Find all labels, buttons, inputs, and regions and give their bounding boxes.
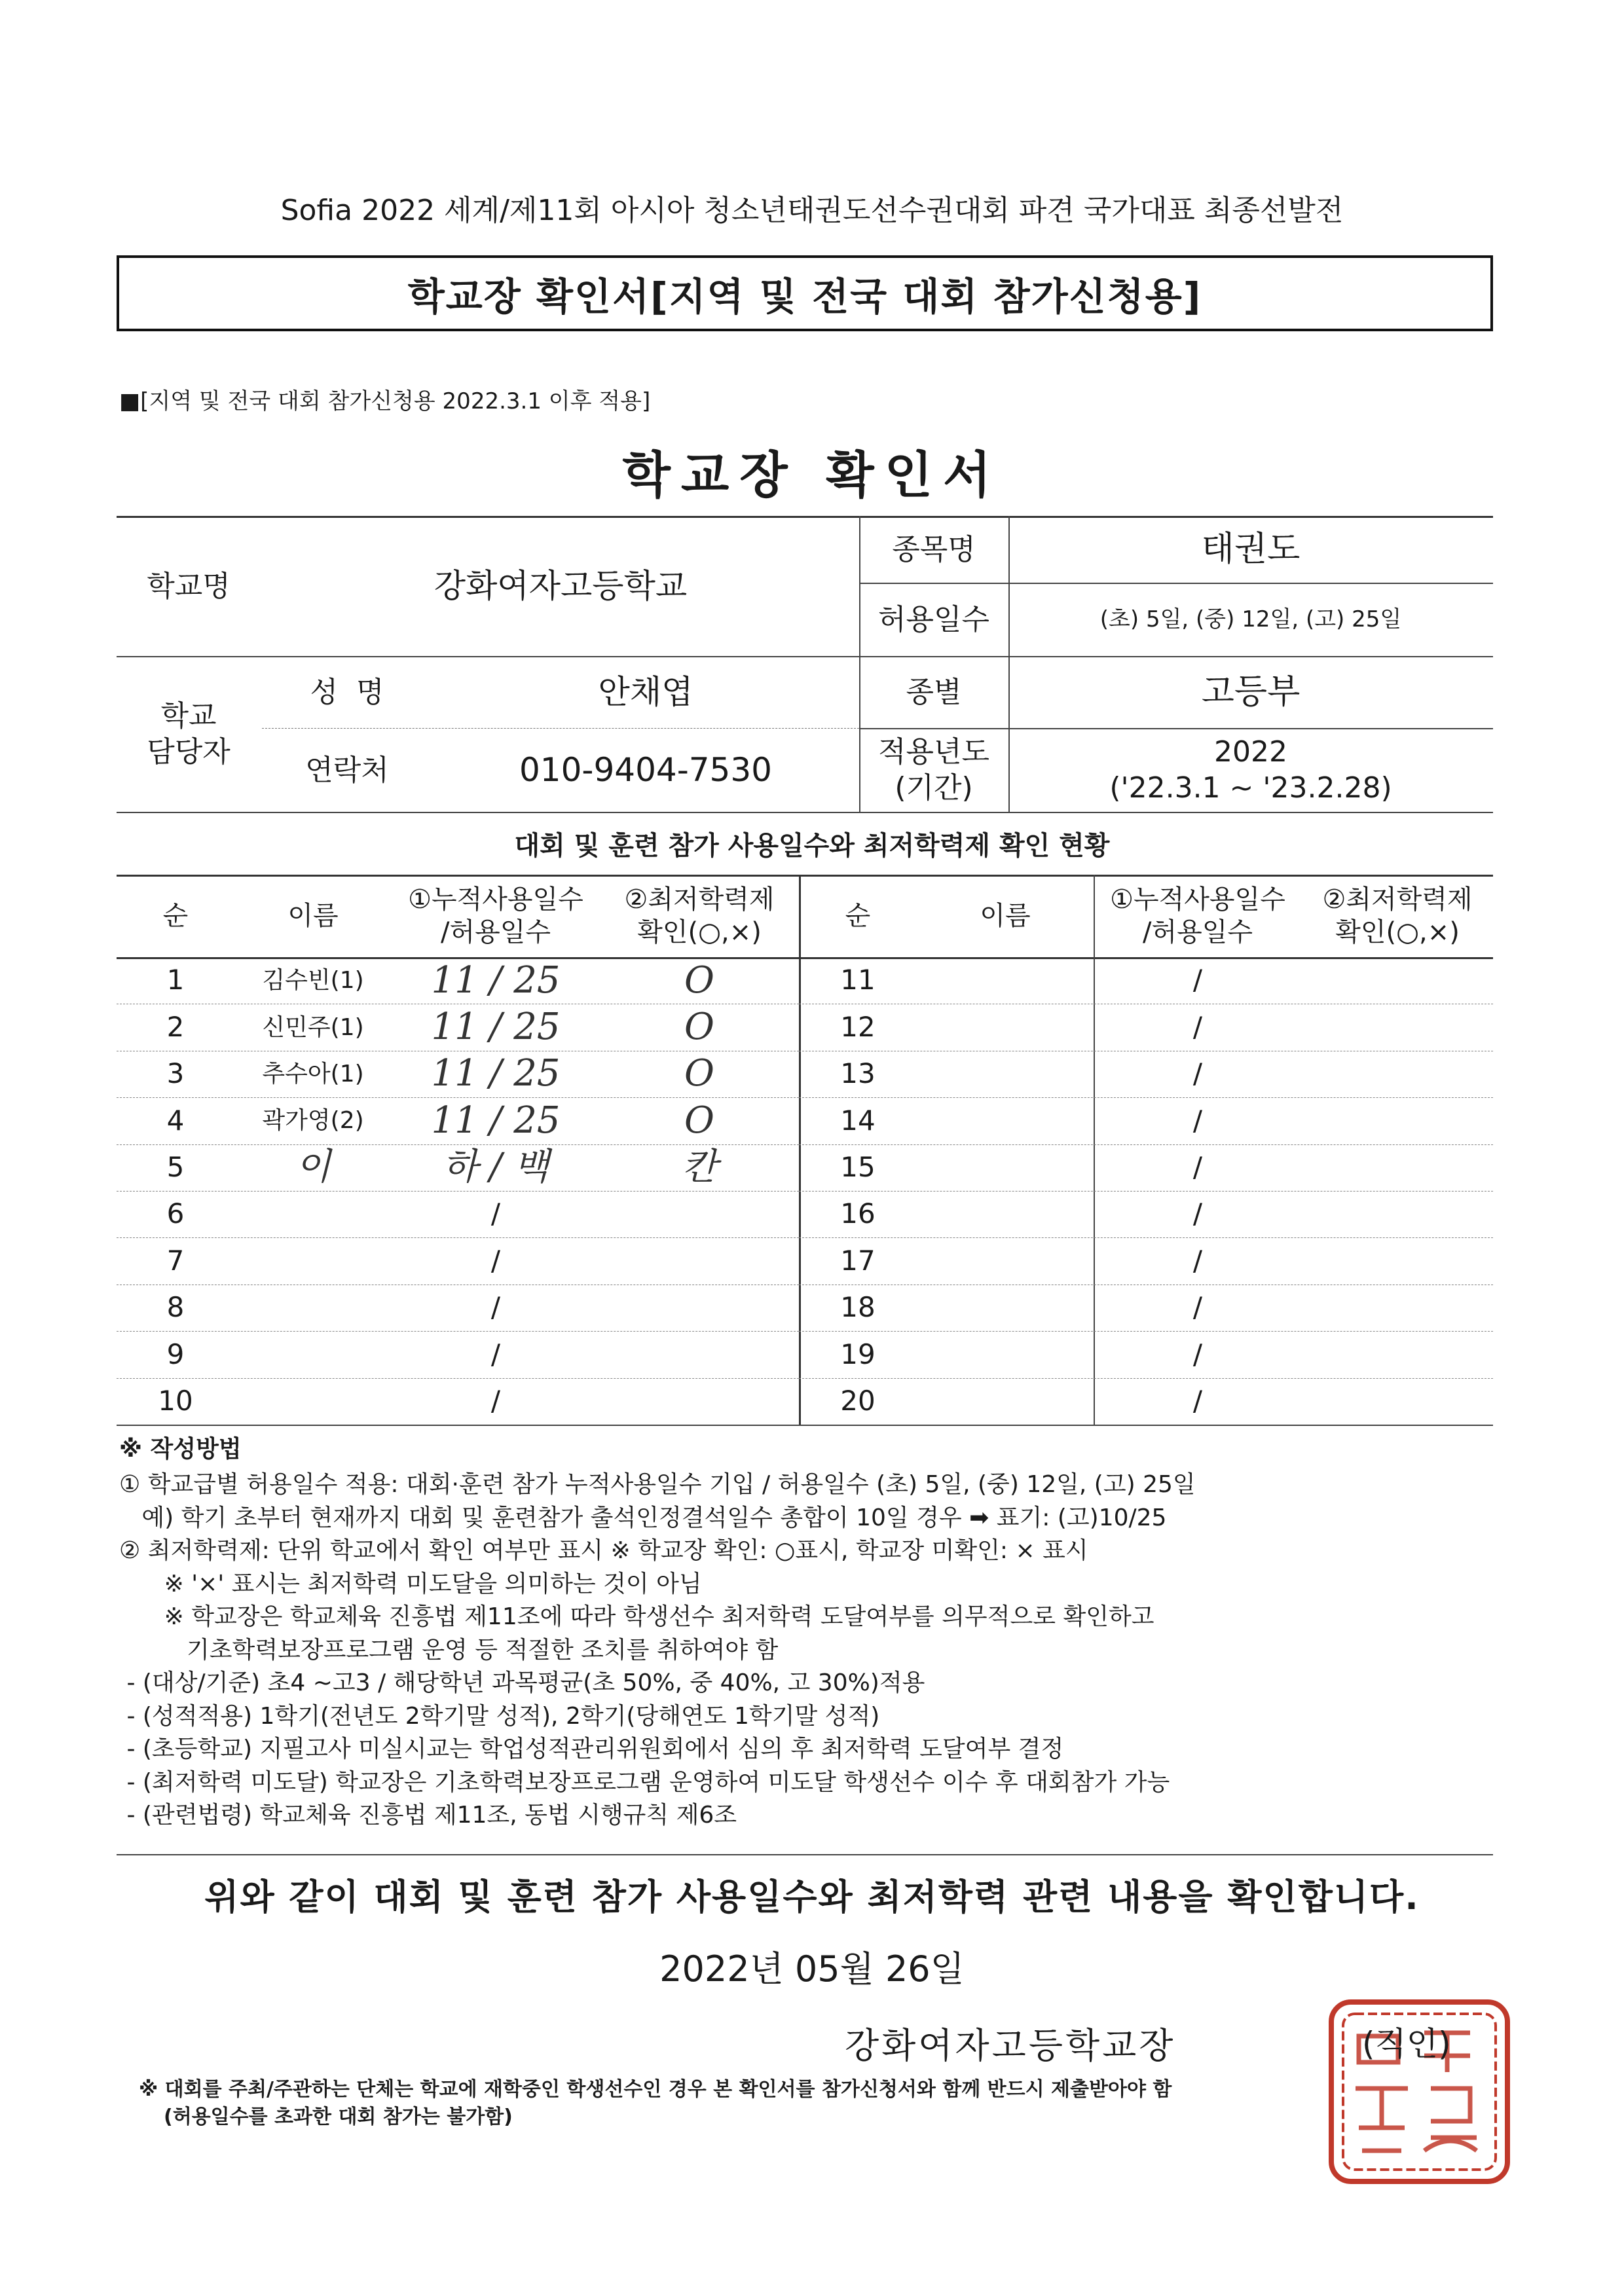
row-divider (799, 1191, 1493, 1192)
guide-line: ① 학교급별 허용일수 적용: 대회·훈련 참가 누적사용일수 기입 / 허용일수 (초) 5일, (중) 12일, (고) 25일 (119, 1471, 1196, 1498)
col-header-days-right: ①누적사용일수 /허용일수 (1110, 884, 1285, 947)
row-min-grade (1302, 1378, 1493, 1425)
row-days: / (1192, 1338, 1203, 1370)
row-number: 16 (840, 1197, 876, 1230)
guide-line: - (성적적용) 1학기(전년도 2학기말 성적), 2학기(당해연도 1학기말 성적) (119, 1702, 880, 1730)
row-min-grade (600, 1237, 799, 1284)
row-min-grade: O (684, 1099, 714, 1142)
main-title: 학교장 확인서 (622, 446, 1002, 504)
row-days: 11 / 25 (431, 1052, 561, 1095)
row-number: 11 (840, 964, 876, 996)
row-name: 신민주(1) (262, 1013, 364, 1041)
contact-label: 연락처 (305, 753, 389, 787)
event-title: Sofia 2022 세계/제11회 아시아 청소년태권도선수권대회 파견 국가대표 최종선발전 (280, 194, 1344, 227)
row-name (917, 1237, 1094, 1284)
row-divider (117, 1331, 799, 1332)
row-days: / (490, 1291, 501, 1324)
row-number: 2 (166, 1010, 185, 1043)
row-name: 김수빈(1) (262, 967, 364, 994)
row-days: / (490, 1338, 501, 1370)
col-header-name: 이름 (287, 901, 339, 931)
row-days: / (1192, 1244, 1203, 1277)
row-days: 하 / 백 (442, 1146, 549, 1189)
row-divider (117, 1144, 799, 1145)
row-divider (799, 1097, 1493, 1098)
row-name (917, 1285, 1094, 1331)
row-number: 17 (840, 1244, 876, 1277)
row-name (234, 1237, 392, 1284)
row-min-grade (1302, 1004, 1493, 1050)
row-days: 11 / 25 (431, 1006, 561, 1049)
guide-line: 예) 학기 초부터 현재까지 대회 및 훈련참가 출석인정결석일수 총합이 10일 경우 ➡ 표기: (고)10/25 (119, 1504, 1167, 1531)
school-label: 학교명 (147, 569, 231, 603)
row-days: 11 / 25 (431, 1099, 561, 1142)
row-days: 11 / 25 (431, 958, 561, 1002)
contact-value: 010-9404-7530 (519, 750, 772, 789)
year-value: 2022 ('22.3.1 ~ '23.2.28) (1109, 735, 1392, 805)
col-header-min: ②최저학력제 확인(○,×) (624, 884, 775, 947)
row-min-grade: O (684, 958, 714, 1002)
guide-line: - (최저학력 미도달) 학교장은 기초학력보장프로그램 운영하여 미도달 학생선수 이수 후 대회참가 가능 (119, 1768, 1170, 1796)
row-number: 8 (166, 1291, 185, 1324)
year-label: 적용년도 (기간) (877, 735, 989, 805)
col-header-no: 순 (162, 901, 189, 931)
row-days: / (1192, 964, 1203, 996)
row-days: / (1192, 1010, 1203, 1043)
division-label: 종별 (906, 675, 962, 709)
guide-line: ※ '×' 표시는 최저학력 미도달을 의미하는 것이 아님 (119, 1570, 702, 1597)
row-name (917, 1051, 1094, 1097)
guide-line: 기초학력보장프로그램 운영 등 적절한 조치를 취하여야 함 (119, 1636, 779, 1664)
sport-label: 종목명 (892, 532, 976, 566)
row-number: 13 (840, 1057, 876, 1090)
row-name (917, 957, 1094, 1004)
row-min-grade (1302, 1097, 1493, 1144)
row-min-grade (1302, 957, 1493, 1004)
row-min-grade (1302, 1331, 1493, 1377)
row-number: 1 (166, 964, 185, 996)
division-value: 고등부 (1201, 672, 1301, 712)
row-min-grade (600, 1191, 799, 1237)
row-number: 6 (166, 1197, 185, 1230)
guide-line: ※ 학교장은 학교체육 진흥법 제11조에 따라 학생선수 최저학력 도달여부를 의무적으로 확인하고 (119, 1603, 1154, 1630)
row-number: 12 (840, 1010, 876, 1043)
row-days: / (1192, 1291, 1203, 1324)
row-name: 이 (295, 1146, 331, 1189)
confirmation-statement: 위와 같이 대회 및 훈련 참가 사용일수와 최저학력 관련 내용을 확인합니다. (204, 1876, 1420, 1918)
status-title: 대회 및 훈련 참가 사용일수와 최저학력제 확인 현황 (514, 831, 1110, 861)
row-min-grade: 칸 (681, 1146, 718, 1189)
row-number: 3 (166, 1057, 185, 1090)
row-min-grade: O (684, 1052, 714, 1095)
row-days: / (1192, 1385, 1203, 1417)
row-name (234, 1378, 392, 1425)
row-name (917, 1191, 1094, 1237)
row-divider (799, 1144, 1493, 1145)
row-name (917, 1378, 1094, 1425)
guide-heading: ※ 작성방법 (119, 1436, 242, 1463)
guide-line: ② 최저학력제: 단위 학교에서 확인 여부만 표시 ※ 학교장 확인: ○표시, 학교장 미확인: × 표시 (119, 1537, 1088, 1564)
row-divider (799, 1331, 1493, 1332)
row-days: / (1192, 1197, 1203, 1230)
row-min-grade (1302, 1285, 1493, 1331)
row-min-grade (1302, 1051, 1493, 1097)
row-name: 곽가영(2) (262, 1107, 364, 1135)
row-min-grade (600, 1331, 799, 1377)
confirmation-date: 2022년 05월 26일 (659, 1948, 965, 1990)
row-number: 20 (840, 1385, 876, 1417)
row-divider (117, 1191, 799, 1192)
guide-line: - (초등학교) 지필고사 미실시교는 학업성적관리위원회에서 심의 후 최저학력 도달여부 결정 (119, 1736, 1064, 1762)
form-sub-note: ■[지역 및 전국 대회 참가신청용 2022.3.1 이후 적용] (119, 388, 651, 414)
row-number: 9 (166, 1338, 185, 1370)
allow-value: (초) 5일, (중) 12일, (고) 25일 (1099, 606, 1402, 632)
row-divider (117, 1237, 799, 1238)
row-days: / (490, 1244, 501, 1277)
row-number: 4 (166, 1104, 185, 1137)
row-days: / (1192, 1057, 1203, 1090)
sport-value: 태권도 (1201, 529, 1301, 569)
footer-note: ※ 대회를 주최/주관하는 단체는 학교에 재학중인 학생선수인 경우 본 확인서를 참가신청서와 함께 반드시 제출받아야 함 (139, 2078, 1172, 2101)
row-divider (799, 1237, 1493, 1238)
row-number: 10 (158, 1385, 193, 1417)
row-min-grade (600, 1285, 799, 1331)
row-name (234, 1331, 392, 1377)
row-number: 5 (166, 1151, 185, 1184)
allow-label: 허용일수 (877, 602, 989, 636)
row-name: 추수아(1) (262, 1060, 364, 1087)
name-value: 안채엽 (598, 672, 693, 711)
row-min-grade (600, 1378, 799, 1425)
row-name (234, 1191, 392, 1237)
row-name (917, 1004, 1094, 1050)
col-header-min-right: ②최저학력제 확인(○,×) (1322, 884, 1473, 947)
row-divider (117, 1097, 799, 1098)
col-header-days: ①누적사용일수 /허용일수 (408, 884, 583, 947)
seal-label: (직인) (1362, 2025, 1451, 2063)
footer-note-sub: (허용일수를 초과한 대회 참가는 불가함) (164, 2105, 513, 2128)
row-name (917, 1331, 1094, 1377)
form-title-box: 학교장 확인서[지역 및 전국 대회 참가신청용] (117, 255, 1493, 331)
row-days: / (1192, 1104, 1203, 1137)
row-divider (799, 1378, 1493, 1379)
row-divider (117, 1378, 799, 1379)
row-number: 19 (840, 1338, 876, 1370)
row-days: / (1192, 1151, 1203, 1184)
row-min-grade: O (684, 1006, 714, 1049)
principal-name: 강화여자고등학교장 (845, 2025, 1176, 2066)
row-name (917, 1097, 1094, 1144)
row-name (917, 1144, 1094, 1191)
col-header-no-right: 순 (845, 901, 871, 931)
row-number: 14 (840, 1104, 876, 1137)
name-label: 성 명 (310, 675, 384, 709)
col-header-name-right: 이름 (980, 901, 1031, 931)
row-number: 7 (166, 1244, 185, 1277)
row-min-grade (1302, 1144, 1493, 1191)
row-min-grade (1302, 1237, 1493, 1284)
manager-label: 학교 담당자 (147, 699, 231, 769)
row-number: 15 (840, 1151, 876, 1184)
row-min-grade (1302, 1191, 1493, 1237)
row-days: / (490, 1385, 501, 1417)
guide-line: - (관련법령) 학교체육 진흥법 제11조, 동법 시행규칙 제6조 (119, 1802, 737, 1829)
guide-line: - (대상/기준) 초4 ~고3 / 해당학년 과목평균(초 50%, 중 40%, 고 30%)적용 (119, 1669, 925, 1696)
row-name (234, 1285, 392, 1331)
school-value: 강화여자고등학교 (434, 566, 688, 605)
row-days: / (490, 1197, 501, 1230)
row-number: 18 (840, 1291, 876, 1324)
